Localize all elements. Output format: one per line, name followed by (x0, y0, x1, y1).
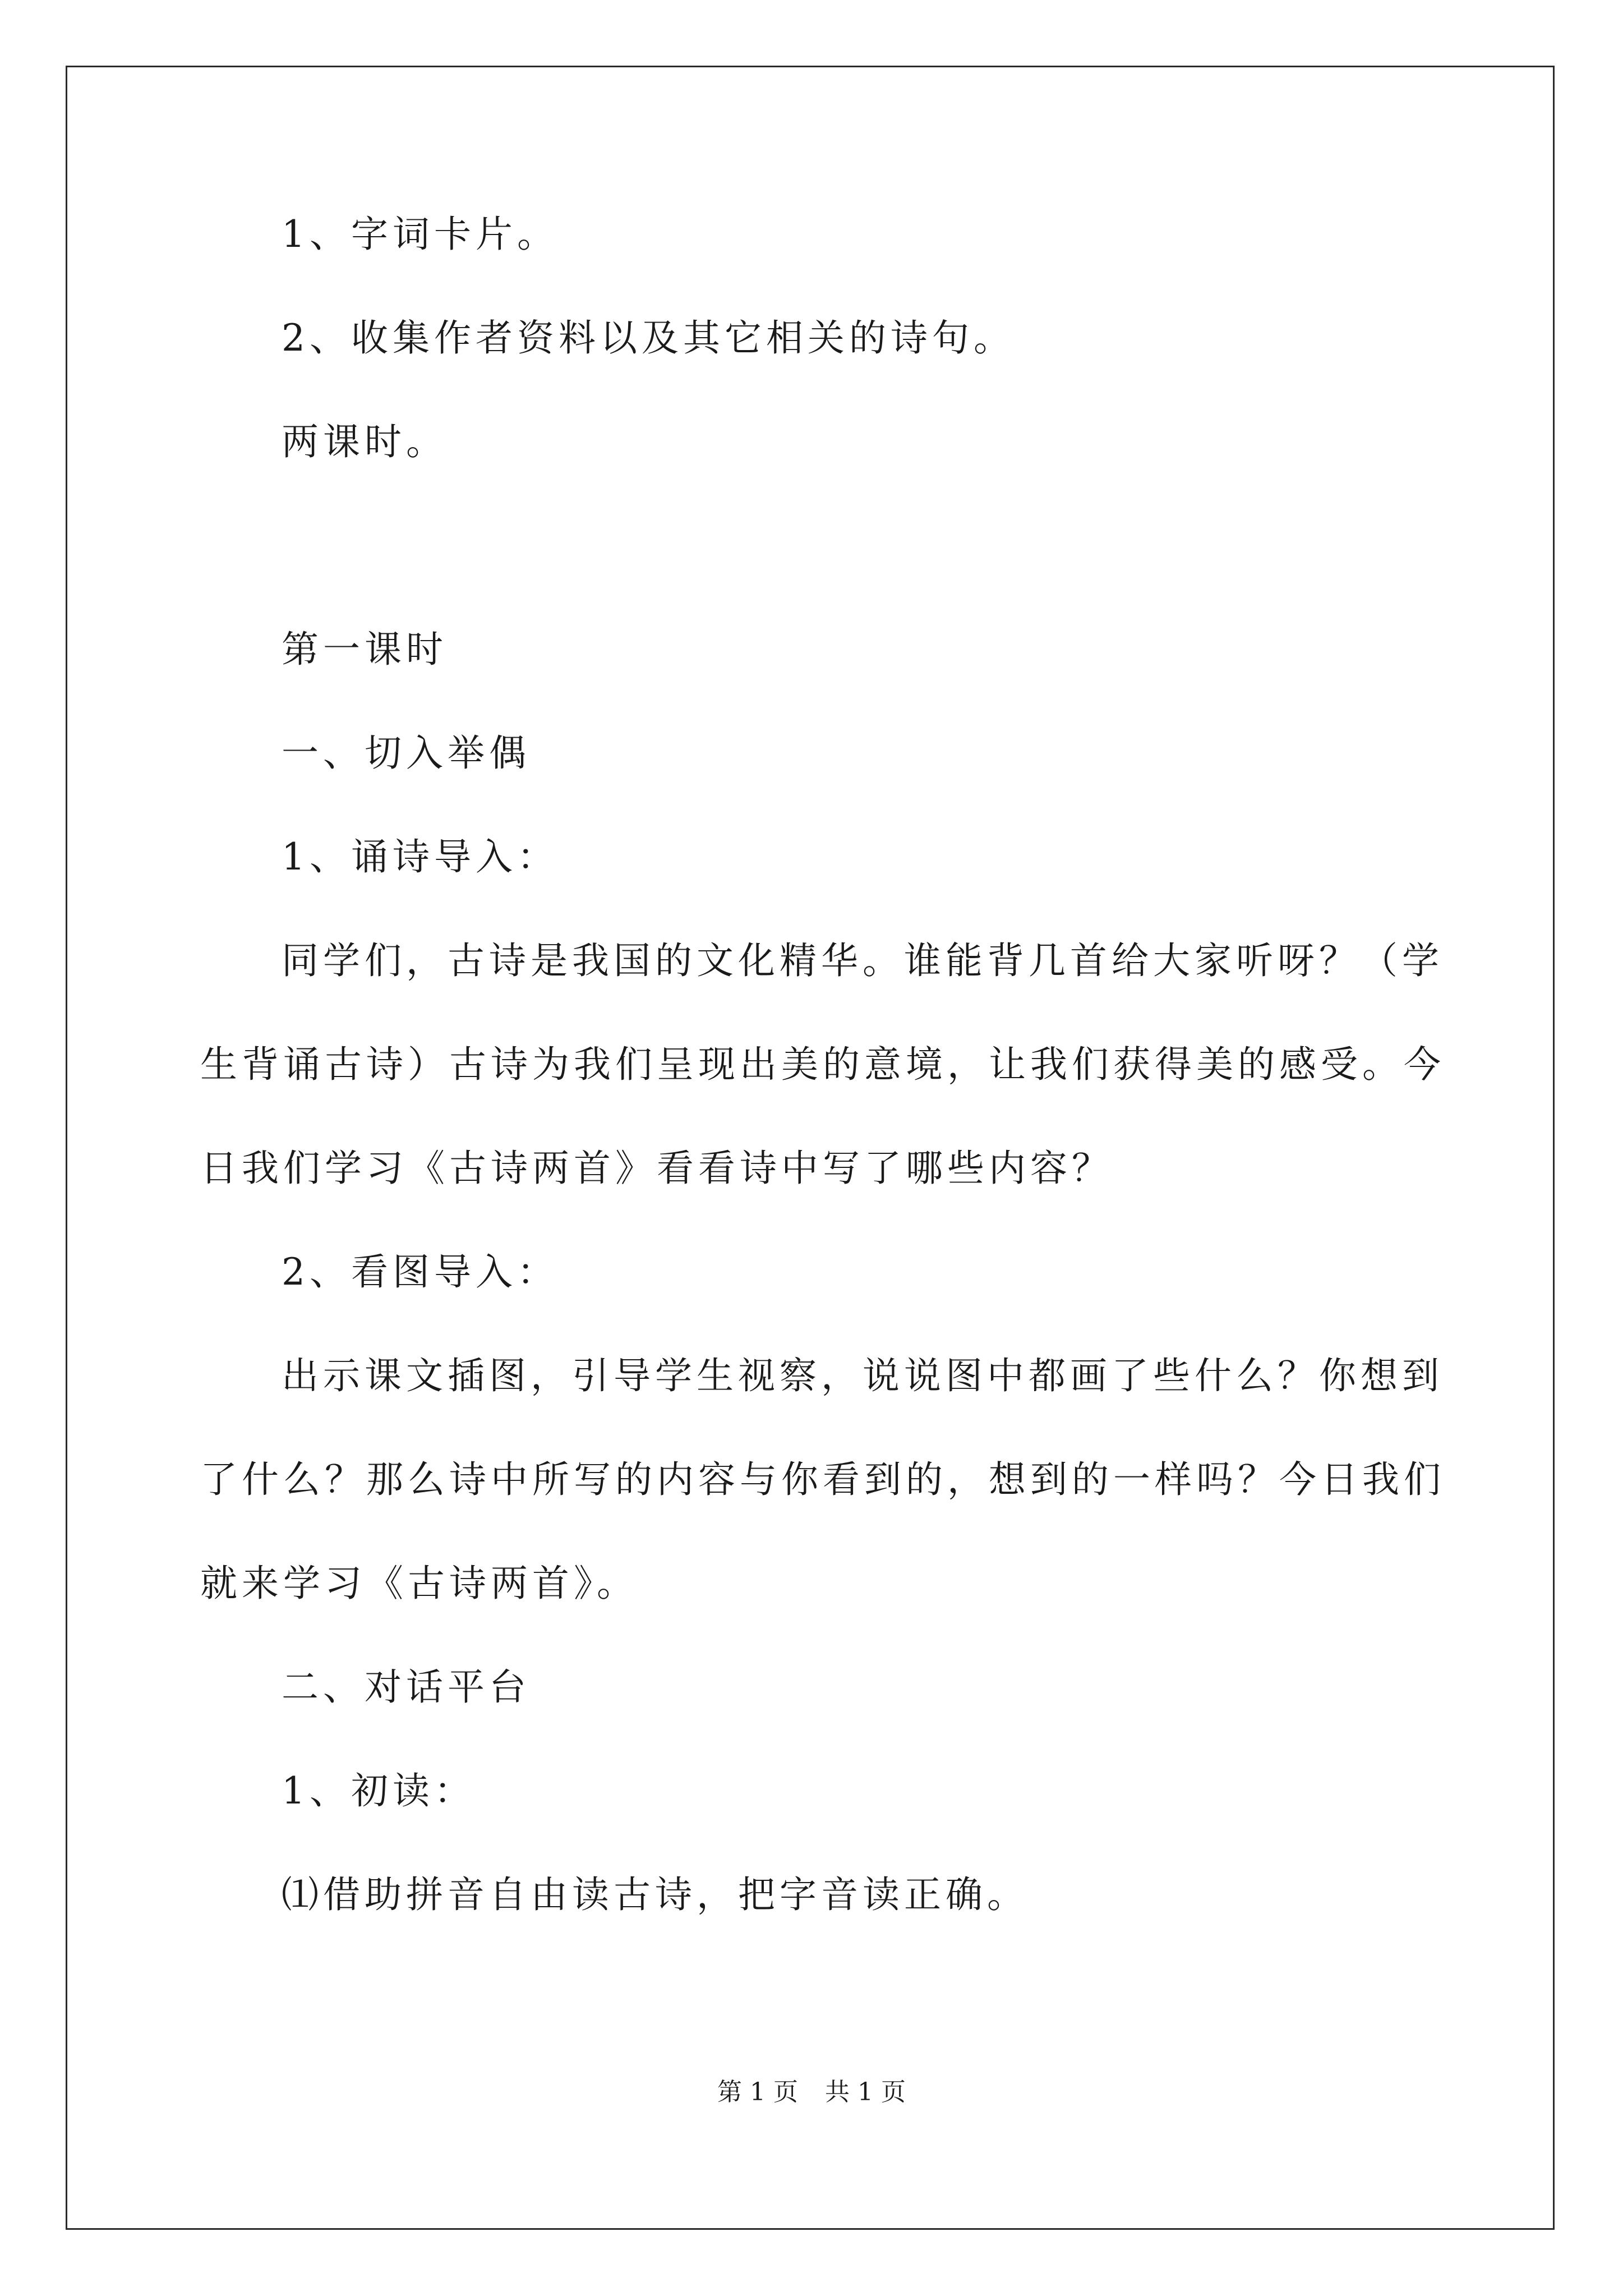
page-total: 共 1 页 (825, 2078, 906, 2106)
paragraph-line: 了什么？那么诗中所写的内容与你看到的，想到的一样吗？今日我们 (200, 1458, 1445, 1501)
page-footer (0, 2076, 1623, 2109)
text-line: 2、收集作者资料以及其它相关的诗句。 (282, 316, 1015, 360)
section-heading: 第一课时 (282, 628, 448, 671)
subheading: 一、切入举偶 (282, 731, 531, 775)
paragraph-line: 生背诵古诗）古诗为我们呈现出美的意境，让我们获得美的感受。今 (200, 1043, 1445, 1086)
paragraph-line: 日我们学习《古诗两首》看看诗中写了哪些内容？ (200, 1147, 1113, 1190)
paragraph-line: 就来学习《古诗两首》。 (200, 1562, 638, 1605)
subheading: 二、对话平台 (282, 1665, 531, 1709)
text-line: 1、诵诗导入： (282, 835, 559, 878)
text-line: ⑴借助拼音自由读古诗，把字音读正确。 (282, 1873, 1029, 1916)
paragraph-line: 出示课文插图，引导学生视察，说说图中都画了些什么？你想到 (282, 1354, 1444, 1397)
text-line: 两课时。 (282, 420, 448, 463)
text-line: 2、看图导入： (282, 1250, 559, 1294)
page-number: 第 1 页 (717, 2078, 798, 2106)
text-line: 1、初读： (282, 1769, 476, 1812)
paragraph-line: 同学们，古诗是我国的文化精华。谁能背几首给大家听呀？（学 (282, 939, 1444, 982)
text-line: 1、字词卡片。 (282, 213, 559, 256)
